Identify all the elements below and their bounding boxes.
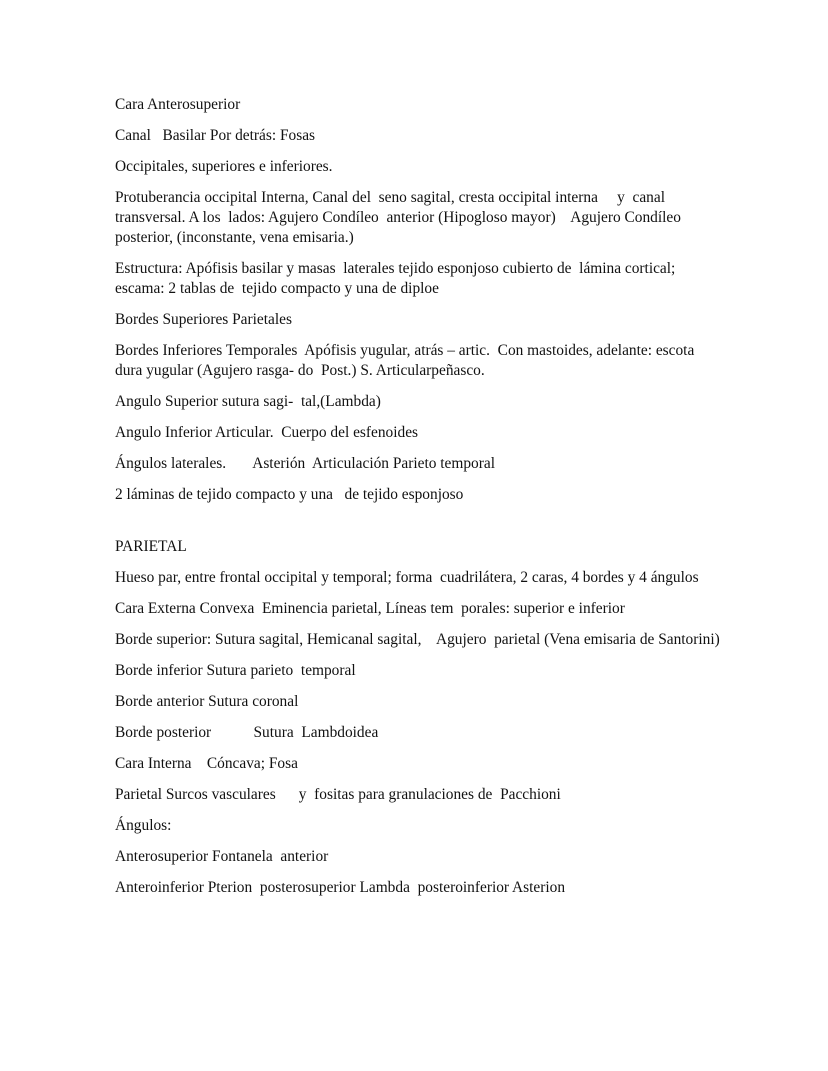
section-heading: PARIETAL bbox=[115, 538, 187, 555]
paragraph: Anterosuperior Fontanela anterior bbox=[115, 848, 329, 865]
paragraph: 2 láminas de tejido compacto y una de tejido esponjoso bbox=[115, 486, 464, 503]
paragraph: Protuberancia occipital Interna, Canal del seno sagital, cresta occipital interna y canal transversal. A los lados: Agujero Condíleo anterior (Hipogloso mayor) Agujero Condíleo posterior, (inconstante, vena emisaria.) bbox=[115, 189, 685, 246]
paragraph: Parietal Surcos vasculares y fositas para granulaciones de Pacchioni bbox=[115, 786, 561, 803]
paragraph: Borde superior: Sutura sagital, Hemicanal sagital, Agujero parietal (Vena emisaria de Santorini) bbox=[115, 631, 720, 648]
paragraph: Borde anterior Sutura coronal bbox=[115, 693, 299, 710]
paragraph: Anteroinferior Pterion posterosuperior Lambda posteroinferior Asterion bbox=[115, 879, 566, 896]
paragraph: Angulo Superior sutura sagi- tal,(Lambda) bbox=[115, 393, 381, 410]
paragraph: Cara Externa Convexa Eminencia parietal, Líneas tem porales: superior e inferior bbox=[115, 600, 625, 617]
paragraph: Cara Interna Cóncava; Fosa bbox=[115, 755, 298, 772]
paragraph: Borde inferior Sutura parieto temporal bbox=[115, 662, 356, 679]
paragraph: Canal Basilar Por detrás: Fosas bbox=[115, 127, 316, 144]
paragraph: Angulo Inferior Articular. Cuerpo del esfenoides bbox=[115, 424, 419, 441]
paragraph: Bordes Inferiores Temporales Apófisis yugular, atrás – artic. Con mastoides, adelante: escota dura yugular (Agujero rasga- do Post.) S. Articularpeñasco. bbox=[115, 342, 702, 379]
paragraph: Estructura: Apófisis basilar y masas laterales tejido esponjoso cubierto de lámina cortical; escama: 2 tablas de tejido compacto y una de diploe bbox=[115, 260, 680, 297]
paragraph: Ángulos: bbox=[115, 817, 172, 834]
paragraph: Hueso par, entre frontal occipital y temporal; forma cuadrilátera, 2 caras, 4 bordes y 4 ángulos bbox=[115, 569, 699, 586]
paragraph: Ángulos laterales. Asterión Articulación Parieto temporal bbox=[115, 455, 495, 472]
document-page bbox=[115, 95, 725, 909]
paragraph: Occipitales, superiores e inferiores. bbox=[115, 158, 333, 175]
paragraph: Bordes Superiores Parietales bbox=[115, 311, 292, 328]
paragraph: Cara Anterosuperior bbox=[115, 96, 241, 113]
paragraph: Borde posterior Sutura Lambdoidea bbox=[115, 724, 379, 741]
